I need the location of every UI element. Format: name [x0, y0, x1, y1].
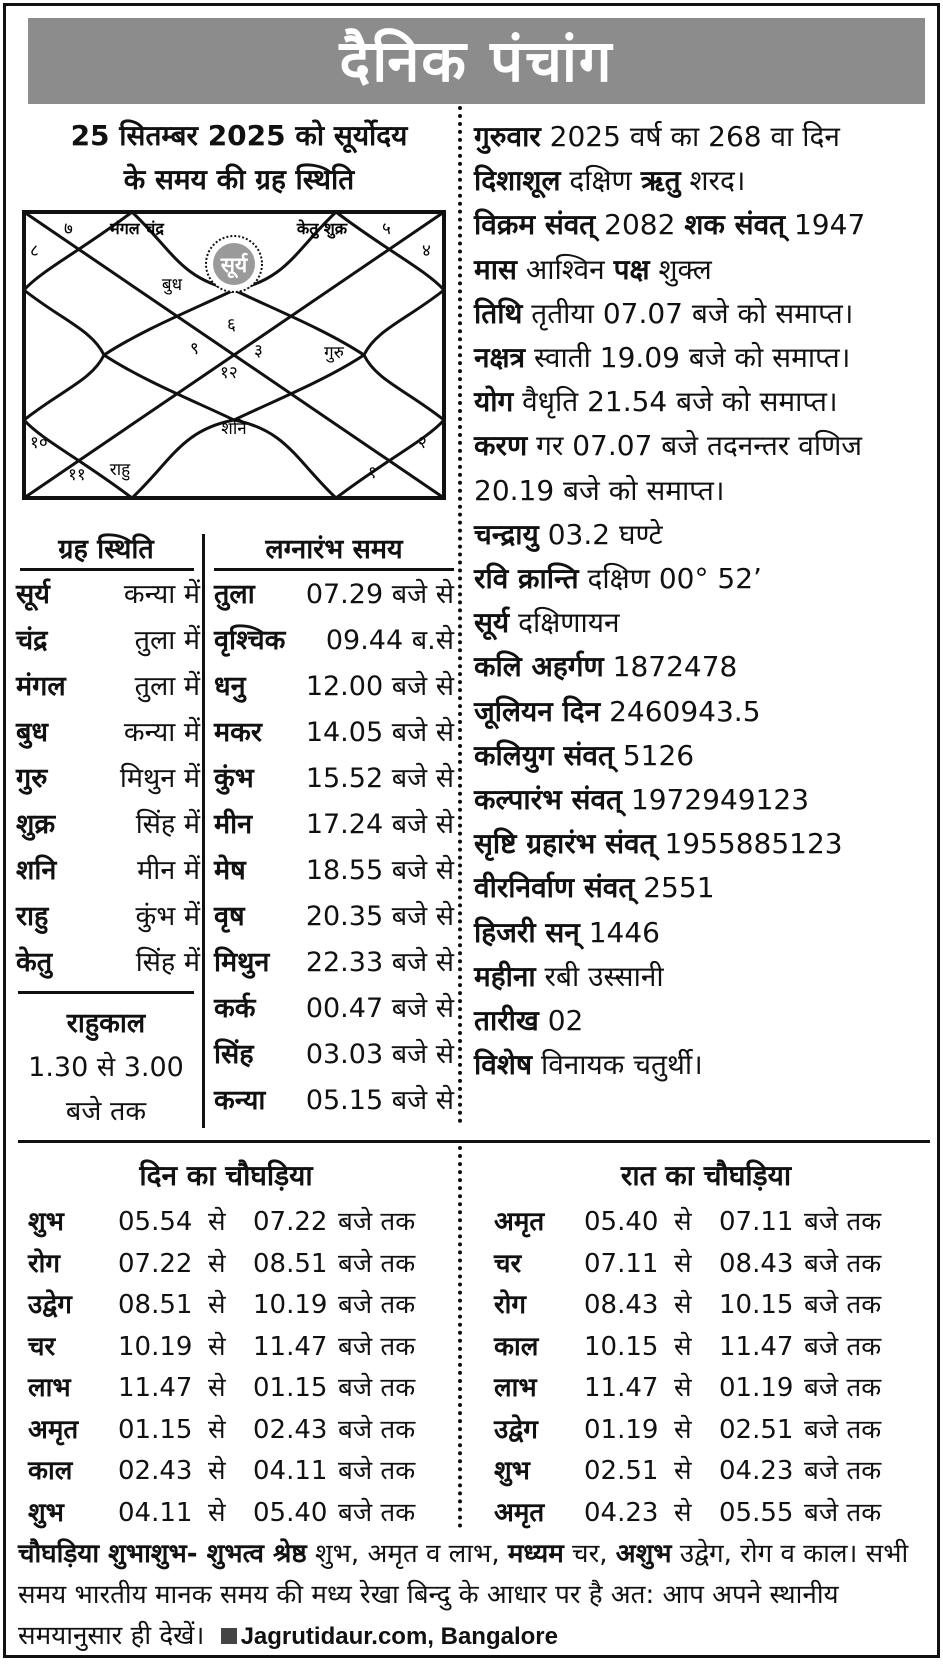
detail-key: सूर्य [474, 606, 510, 640]
lagna-time: 00.47 बजे से [305, 993, 454, 1024]
detail-row [474, 335, 850, 381]
detail-value: शरद। [680, 164, 746, 198]
lagna-name: वृश्चिक [214, 625, 286, 656]
house-number: १० [30, 433, 48, 453]
choghadiya-end: 10.19 [253, 1290, 328, 1320]
detail-row [474, 689, 761, 735]
choghadiya-row [494, 1493, 914, 1534]
choghadiya-name: अमृत [28, 1414, 79, 1445]
choghadiya-end: 05.40 [253, 1497, 328, 1528]
choghadiya-start: 08.43 [584, 1290, 659, 1320]
graha-name: गुरु [16, 763, 48, 794]
detail-row [474, 998, 583, 1044]
choghadiya-start: 04.23 [584, 1497, 659, 1528]
graha-rashi: कन्या में [123, 579, 200, 610]
choghadiya-name: अमृत [494, 1207, 545, 1237]
lagna-name: कुंभ [214, 763, 254, 794]
lagna-row [214, 848, 454, 894]
choghadiya-se: से [208, 1331, 226, 1362]
detail-key: कलि अहर्गण [474, 650, 604, 684]
lagna-name: वृष [214, 901, 245, 932]
detail-key: विशेष [474, 1048, 533, 1082]
choghadiya-row [28, 1451, 448, 1492]
detail-key: विक्रम संवत् [474, 208, 596, 242]
choghadiya-baje-tak: बजे तक [804, 1331, 882, 1362]
detail-value: 1955885123 [655, 827, 843, 861]
lagna-time: 09.44 ब.से [325, 625, 454, 656]
lagna-time: 20.35 बजे से [305, 901, 454, 932]
lagna-time: 07.29 बजे से [305, 579, 454, 610]
detail-row [474, 114, 840, 160]
rahukaal-text: बजे तक [65, 1096, 147, 1127]
choghadiya-row [28, 1410, 448, 1451]
footer-key: चौघड़िया शुभाशुभ- शुभत्व श्रेष्ठ [18, 1539, 307, 1569]
detail-key: दिशाशूल [474, 164, 561, 198]
planet-shani: शनि [221, 419, 247, 439]
detail-value: गर 07.07 बजे तदनन्तर वणिज [527, 429, 863, 463]
choghadiya-name: चर [494, 1248, 522, 1279]
divider [20, 568, 194, 571]
detail-value: आश्विन [516, 252, 614, 286]
choghadiya-row [28, 1202, 448, 1243]
graha-rashi: सिंह में [135, 809, 200, 840]
choghadiya-name: रोग [28, 1248, 61, 1279]
detail-key: जूलियन दिन [474, 694, 601, 728]
graha-rashi: तुला में [134, 625, 200, 656]
choghadiya-name: अमृत [494, 1497, 545, 1528]
planet-surya: सूर्य [220, 253, 248, 277]
choghadiya-baje-tak: बजे तक [804, 1290, 882, 1320]
lagna-name: मकर [214, 717, 262, 748]
detail-value: 1872478 [603, 650, 738, 684]
choghadiya-se: से [674, 1456, 692, 1486]
graha-row [16, 572, 202, 618]
graha-rashi: तुला में [134, 671, 200, 702]
detail-row [474, 777, 809, 823]
graha-rashi: कुंभ में [135, 901, 200, 932]
graha-name: शनि [16, 855, 57, 886]
graha-rashi: सिंह में [135, 947, 200, 978]
choghadiya-row [494, 1244, 914, 1285]
lagna-time: 22.33 बजे से [305, 947, 454, 978]
choghadiya-start: 04.11 [118, 1497, 193, 1528]
detail-key: ऋतु [640, 164, 681, 198]
planet-guru: गुरु [324, 343, 344, 363]
rahukaal-time: 1.30 से 3.00 [28, 1052, 184, 1083]
chart-heading-line2: के समय की ग्रह स्थिति [123, 163, 355, 196]
detail-key: नक्षत्र [474, 341, 526, 374]
choghadiya-row [28, 1327, 448, 1368]
detail-row [474, 291, 853, 337]
choghadiya-name: काल [494, 1331, 539, 1362]
choghadiya-row [494, 1327, 914, 1368]
house-number: ४ [422, 241, 431, 261]
graha-name: केतु [16, 947, 53, 978]
lagna-name: तुला [214, 579, 255, 610]
footer-note [18, 1534, 933, 1657]
raat-choghadiya-heading: रात का चौघड़िया [620, 1159, 792, 1192]
planet-top-right: केतु शुक्र [296, 219, 348, 238]
lagna-row [214, 1078, 454, 1124]
footer-key: मध्यम [507, 1539, 564, 1569]
house-number: ११ [68, 465, 86, 485]
credit-text: Jagrutidaur.com, Bangalore [240, 1623, 558, 1650]
choghadiya-baje-tak: बजे तक [338, 1207, 416, 1237]
choghadiya-name: शुभ [28, 1497, 64, 1528]
lagna-name: सिंह [214, 1039, 254, 1070]
graha-name: राहु [16, 901, 49, 932]
choghadiya-end: 07.22 [253, 1207, 328, 1237]
choghadiya-se: से [208, 1497, 226, 1528]
detail-key: चन्द्रायु [474, 517, 539, 551]
lagna-row [214, 802, 454, 848]
graha-rashi: मिथुन में [119, 763, 200, 794]
house-number: ३ [254, 341, 263, 361]
lagna-name: मिथुन [214, 947, 270, 978]
lagna-name: धनु [214, 671, 246, 702]
section-divider [18, 1140, 930, 1143]
choghadiya-se: से [208, 1373, 226, 1403]
choghadiya-se: से [208, 1414, 226, 1445]
detail-value: 1446 [579, 915, 660, 949]
choghadiya-baje-tak: बजे तक [338, 1373, 416, 1403]
lagna-time: 15.52 बजे से [305, 763, 454, 794]
choghadiya-row [494, 1451, 914, 1492]
lagna-row [214, 572, 454, 618]
choghadiya-se: से [208, 1207, 226, 1237]
choghadiya-end: 05.55 [719, 1497, 794, 1528]
lagna-row [214, 664, 454, 710]
detail-value: 1947 [785, 208, 866, 242]
choghadiya-end: 08.43 [719, 1248, 794, 1279]
lagna-row [214, 940, 454, 986]
column-divider [202, 534, 205, 1128]
detail-row [474, 512, 663, 558]
lagna-name: मेष [214, 855, 246, 886]
choghadiya-start: 01.19 [584, 1414, 659, 1445]
graha-row [16, 894, 202, 940]
house-number: ७ [64, 219, 73, 239]
footer-text: शुभ, अमृत व लाभ, [306, 1539, 508, 1569]
detail-value: 1972949123 [622, 783, 810, 816]
lagna-time: 18.55 बजे से [305, 855, 454, 886]
choghadiya-baje-tak: बजे तक [804, 1456, 882, 1486]
footer-credit [221, 1623, 558, 1650]
graha-rashi: मीन में [137, 855, 200, 886]
graha-rashi: कन्या में [123, 717, 200, 748]
detail-value: 20.19 बजे को समाप्त। [474, 473, 725, 507]
house-number: ९ [190, 339, 199, 359]
graha-sthiti-heading: ग्रह स्थिति [58, 534, 154, 565]
choghadiya-baje-tak: बजे तक [804, 1497, 882, 1528]
choghadiya-name: काल [28, 1456, 73, 1486]
detail-row [474, 600, 620, 646]
choghadiya-end: 02.43 [253, 1414, 328, 1445]
graha-name: बुध [16, 717, 49, 748]
graha-name: सूर्य [16, 579, 50, 610]
choghadiya-name: शुभ [28, 1207, 64, 1237]
detail-row [474, 158, 745, 204]
planet-budh: बुध [161, 275, 183, 295]
choghadiya-end: 04.23 [719, 1456, 794, 1486]
graha-row [16, 618, 202, 664]
detail-key: वीरनिर्वाण संवत् [474, 871, 635, 905]
detail-value: शुक्ल [649, 252, 712, 286]
choghadiya-start: 01.15 [118, 1414, 193, 1445]
detail-value: रबी उस्सानी [535, 959, 664, 993]
choghadiya-start: 08.51 [118, 1290, 193, 1320]
choghadiya-baje-tak: बजे तक [338, 1497, 416, 1528]
choghadiya-se: से [674, 1497, 692, 1528]
choghadiya-row [494, 1202, 914, 1243]
detail-row [474, 1042, 703, 1088]
choghadiya-se: से [674, 1248, 692, 1279]
graha-row [16, 940, 202, 986]
detail-row [474, 202, 865, 248]
detail-key: मास [474, 252, 517, 286]
detail-row [474, 247, 712, 293]
detail-key: पक्ष [613, 252, 650, 286]
detail-value: दक्षिण 00° 52’ [578, 562, 762, 595]
choghadiya-start: 02.51 [584, 1456, 659, 1486]
divider [18, 991, 194, 994]
choghadiya-end: 11.47 [253, 1331, 328, 1362]
lagna-name: कन्या [214, 1085, 266, 1116]
graha-row [16, 756, 202, 802]
detail-key: तिथि [474, 296, 523, 330]
detail-key: सृष्टि ग्रहारंभ संवत् [474, 827, 656, 861]
graha-row [16, 664, 202, 710]
detail-row [474, 865, 715, 911]
choghadiya-se: से [674, 1414, 692, 1445]
choghadiya-se: से [674, 1331, 692, 1362]
choghadiya-baje-tak: बजे तक [804, 1373, 882, 1403]
choghadiya-end: 07.11 [719, 1207, 794, 1237]
choghadiya-start: 07.22 [118, 1248, 193, 1279]
choghadiya-se: से [208, 1456, 226, 1486]
choghadiya-start: 11.47 [584, 1373, 659, 1403]
detail-key: तारीख [474, 1004, 539, 1037]
detail-value: 5126 [613, 738, 695, 772]
detail-row [474, 954, 664, 1000]
graha-row [16, 710, 202, 756]
house-number: १२ [220, 363, 238, 383]
din-choghadiya-heading: दिन का चौघड़िया [139, 1159, 313, 1192]
choghadiya-start: 02.43 [118, 1456, 193, 1486]
detail-value: तृतीया 07.07 बजे को समाप्त। [522, 296, 854, 330]
page-title: दैनिक पंचांग [28, 18, 925, 104]
planet-rahu: राहु [109, 460, 131, 480]
choghadiya-start: 07.11 [584, 1248, 659, 1279]
detail-value: 2551 [634, 871, 715, 905]
house-number: ५ [382, 219, 391, 239]
graha-name: मंगल [16, 671, 66, 702]
choghadiya-name: चर [28, 1331, 56, 1362]
detail-key: महीना [474, 959, 536, 993]
detail-row [474, 733, 694, 779]
choghadiya-se: से [674, 1290, 692, 1320]
house-number: ६ [227, 315, 236, 335]
detail-value: स्वाती 19.09 बजे को समाप्त। [525, 341, 851, 374]
choghadiya-row [28, 1493, 448, 1534]
graha-name: चंद्र [16, 625, 48, 656]
choghadiya-se: से [208, 1248, 226, 1279]
house-number: ८ [30, 241, 39, 261]
detail-value: विनायक चतुर्थी। [532, 1048, 703, 1082]
choghadiya-name: लाभ [28, 1373, 71, 1403]
lagnarambh-heading: लग्नारंभ समय [265, 534, 403, 565]
panchang-page [3, 3, 940, 1658]
graha-row [16, 802, 202, 848]
square-icon [221, 1628, 237, 1644]
lagna-row [214, 894, 454, 940]
lagna-row [214, 756, 454, 802]
detail-row [474, 556, 762, 602]
lagna-row [214, 618, 454, 664]
graha-name: शुक्र [16, 809, 56, 840]
choghadiya-baje-tak: बजे तक [338, 1414, 416, 1445]
detail-value: दक्षिणायन [509, 606, 620, 640]
detail-value: 2082 [595, 208, 685, 242]
graha-row [16, 848, 202, 894]
choghadiya-name: उद्वेग [494, 1414, 538, 1445]
choghadiya-se: से [674, 1373, 692, 1403]
choghadiya-start: 10.15 [584, 1331, 659, 1362]
detail-row [474, 468, 725, 514]
lagna-name: कर्क [214, 993, 256, 1024]
choghadiya-baje-tak: बजे तक [804, 1248, 882, 1279]
detail-key: शक संवत् [684, 208, 786, 242]
choghadiya-row [28, 1244, 448, 1285]
column-divider [458, 106, 462, 1124]
divider [214, 568, 454, 571]
lagna-time: 14.05 बजे से [305, 717, 454, 748]
choghadiya-name: रोग [494, 1290, 527, 1320]
choghadiya-end: 02.51 [719, 1414, 794, 1445]
lagna-time: 12.00 बजे से [305, 671, 454, 702]
choghadiya-row [494, 1410, 914, 1451]
detail-key: कलियुग संवत् [474, 738, 614, 772]
detail-value: 2025 वर्ष का 268 वा दिन [540, 120, 840, 153]
detail-row [474, 910, 660, 956]
choghadiya-end: 10.15 [719, 1290, 794, 1320]
column-divider [458, 1146, 462, 1528]
choghadiya-start: 05.54 [118, 1207, 193, 1237]
detail-value: 02 [538, 1004, 584, 1037]
detail-value: वैधृति 21.54 बजे को समाप्त। [513, 385, 838, 419]
detail-row [474, 644, 737, 690]
lagna-row [214, 1032, 454, 1078]
house-number: २ [418, 433, 427, 453]
detail-row [474, 423, 862, 469]
choghadiya-name: शुभ [494, 1456, 530, 1486]
choghadiya-start: 10.19 [118, 1331, 193, 1362]
lagna-time: 17.24 बजे से [305, 809, 454, 840]
chart-heading-line1: 25 सितम्बर 2025 को सूर्योदय [70, 119, 408, 152]
detail-value: 2460943.5 [600, 694, 761, 728]
choghadiya-se: से [208, 1290, 226, 1320]
detail-key: गुरुवार [474, 120, 541, 153]
lagna-time: 05.15 बजे से [305, 1085, 454, 1116]
choghadiya-baje-tak: बजे तक [338, 1290, 416, 1320]
choghadiya-end: 11.47 [719, 1331, 794, 1362]
footer-text: उद्वेग, रोग व काल। सभी समय भारतीय मानक समय की मध्य रेखा बिन्दु के आधार पर है अत: आप अपने स्थानीय समयानुसार ही देखें। [18, 1539, 909, 1651]
choghadiya-baje-tak: बजे तक [338, 1248, 416, 1279]
choghadiya-end: 01.19 [719, 1373, 794, 1403]
detail-key: करण [474, 429, 528, 463]
detail-value: 03.2 घण्टे [538, 517, 663, 551]
detail-key: योग [474, 385, 514, 419]
footer-key: अशुभ [615, 1539, 672, 1569]
choghadiya-name: लाभ [494, 1373, 537, 1403]
choghadiya-baje-tak: बजे तक [338, 1456, 416, 1486]
detail-value: दक्षिण [560, 164, 641, 198]
footer-text: चर, [563, 1539, 616, 1569]
detail-key: रवि क्रान्ति [474, 562, 579, 595]
choghadiya-baje-tak: बजे तक [804, 1414, 882, 1445]
choghadiya-name: उद्वेग [28, 1290, 72, 1320]
choghadiya-end: 01.15 [253, 1373, 328, 1403]
house-number: १ [368, 463, 377, 483]
detail-row [474, 821, 843, 867]
choghadiya-start: 05.40 [584, 1207, 659, 1237]
detail-key: हिजरी सन् [474, 915, 580, 949]
lagna-row [214, 710, 454, 756]
choghadiya-start: 11.47 [118, 1373, 193, 1403]
choghadiya-row [494, 1285, 914, 1326]
planet-top-left: मंगल चंद्र [110, 219, 164, 238]
lagna-row [214, 986, 454, 1032]
detail-row [474, 379, 838, 425]
choghadiya-baje-tak: बजे तक [338, 1331, 416, 1362]
lagna-time: 03.03 बजे से [305, 1039, 454, 1070]
choghadiya-row [28, 1368, 448, 1409]
rahukaal-heading: राहुकाल [66, 1008, 146, 1039]
kundali-chart [22, 210, 446, 500]
choghadiya-end: 08.51 [253, 1248, 328, 1279]
choghadiya-row [494, 1368, 914, 1409]
lagna-name: मीन [214, 809, 253, 840]
choghadiya-row [28, 1285, 448, 1326]
choghadiya-end: 04.11 [253, 1456, 328, 1486]
choghadiya-baje-tak: बजे तक [804, 1207, 882, 1237]
detail-key: कल्पारंभ संवत् [474, 783, 623, 816]
choghadiya-se: से [674, 1207, 692, 1237]
